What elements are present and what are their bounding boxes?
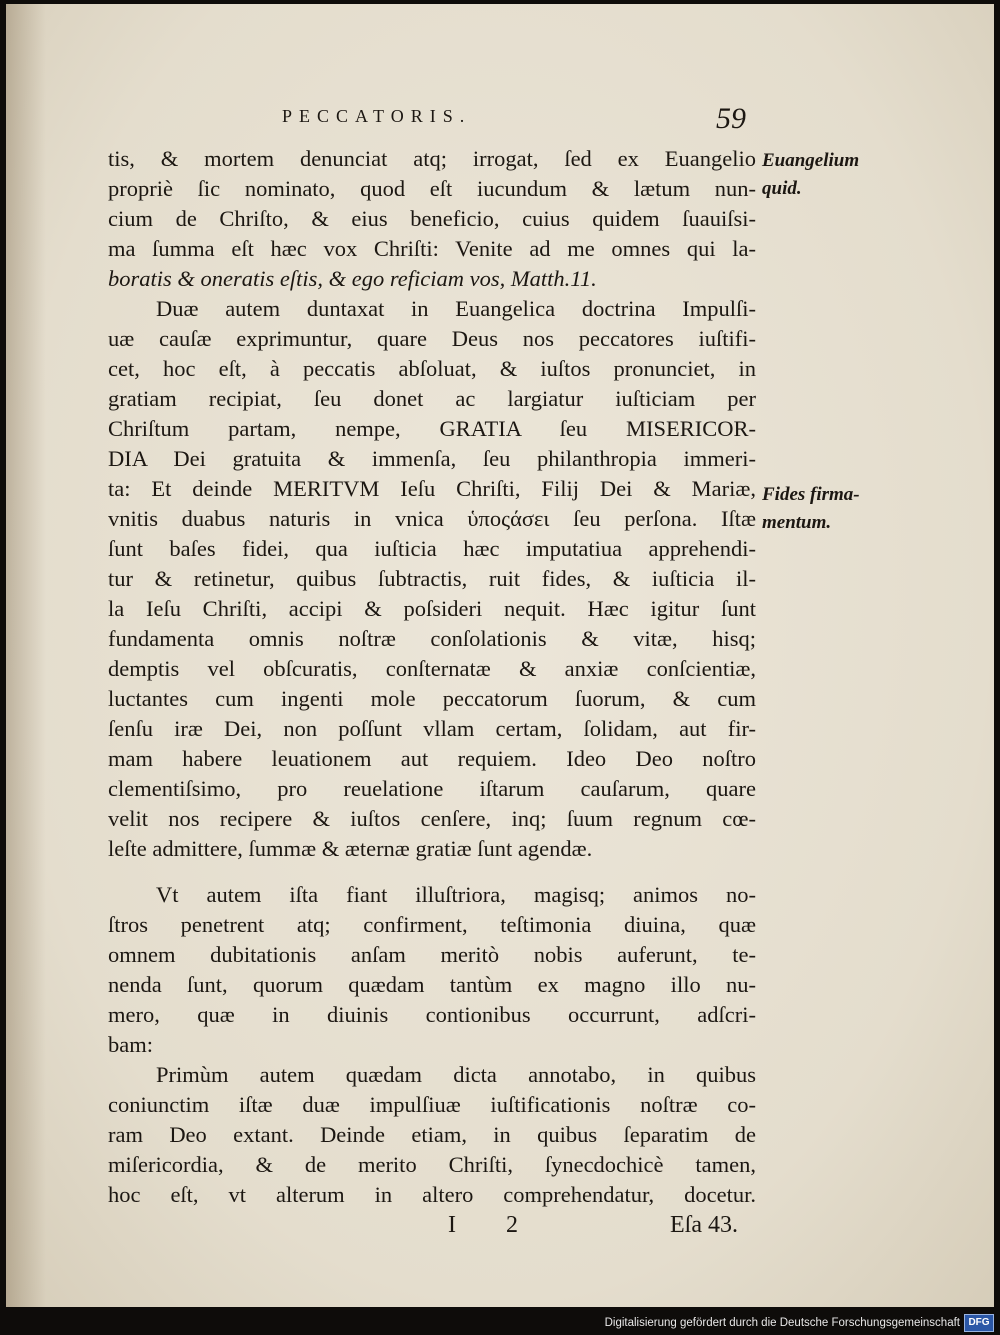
text-line: mam habere leuationem aut requiem. Ideo Deo noſtro (108, 746, 756, 771)
text-line: tis, & mortem denunciat atq; irrogat, ſed ex Euangelio (108, 146, 756, 171)
text-line: ram Deo extant. Deinde etiam, in quibus ſeparatim de (108, 1122, 756, 1147)
text-line: fundamenta omnis noſtræ conſolationis & vitæ, hisq; (108, 626, 756, 651)
text-line: Vt autem iſta fiant illuſtriora, magisq; animos no- (156, 882, 756, 907)
catchword: Eſa 43. (670, 1212, 738, 1238)
marginal-note: Fides firma- (762, 484, 860, 505)
running-header: PECCATORIS. (282, 106, 472, 126)
text-line: Primùm autem quædam dicta annotabo, in quibus (156, 1062, 756, 1087)
text-line: velit nos recipere & iuſtos cenſere, inq; ſuum regnum cœ- (108, 806, 756, 831)
marginal-note: Euangelium (762, 150, 860, 171)
text-line: ta: Et deinde MERITVM Ieſu Chriſti, Filij Dei & Mariæ, (108, 476, 756, 501)
text-line: uæ cauſæ exprimuntur, quare Deus nos peccatores iuſtifi- (108, 326, 756, 351)
text-line: ſtros penetrent atq; confirment, teſtimonia diuina, quæ (108, 912, 756, 937)
text-line: la Ieſu Chriſti, accipi & poſsideri nequit. Hæc igitur ſunt (108, 596, 756, 621)
text-line: vnitis duabus naturis in vnica ὑποςάσει ſeu perſona. Iſtæ (108, 506, 756, 531)
text-line: propriè ſic nominato, quod eſt iucundum & lætum nun- (108, 176, 756, 201)
page-gutter-shadow (6, 4, 46, 1307)
text-line: omnem dubitationis anſam meritò nobis auferunt, te- (108, 942, 756, 967)
dfg-credit-text: Digitalisierung gefördert durch die Deutsche Forschungsgemeinschaft (604, 1317, 960, 1329)
text-line: DIA Dei gratuita & immenſa, ſeu philanthropia immeri- (108, 446, 756, 471)
signature-mark: I 2 (448, 1212, 540, 1238)
page-number: 59 (716, 102, 746, 135)
text-line: Chriſtum partam, nempe, GRATIA ſeu MISERICOR- (108, 416, 756, 441)
text-line: ma ſumma eſt hæc vox Chriſti: Venite ad me omnes qui la- (108, 236, 756, 261)
text-line: cet, hoc eſt, à peccatis abſoluat, & iuſtos pronunciet, in (108, 356, 756, 381)
text-line: hoc eſt, vt alterum in altero comprehendatur, docetur. (108, 1182, 756, 1207)
text-line: bam: (108, 1032, 153, 1057)
text-line: demptis vel obſcuratis, conſternatæ & anxiæ conſcientiæ, (108, 656, 756, 681)
text-line: gratiam recipiat, ſeu donet ac largiatur iuſticiam per (108, 386, 756, 411)
text-line: leſte admittere, ſummæ & æternæ gratiæ ſunt agendæ. (108, 836, 593, 861)
text-line: luctantes cum ingenti mole peccatorum ſuorum, & cum (108, 686, 756, 711)
text-line: Duæ autem duntaxat in Euangelica doctrina Impulſi- (156, 296, 756, 321)
text-line: miſericordia, & de merito Chriſti, ſynecdochicè tamen, (108, 1152, 756, 1177)
text-line: tur & retinetur, quibus ſubtractis, ruit fides, & iuſticia il- (108, 566, 756, 591)
text-line: boratis & oneratis eſtis, & ego reficiam vos, Matth.11. (108, 266, 597, 291)
text-line: mero, quæ in diuinis contionibus occurrunt, adſcri- (108, 1002, 756, 1027)
marginal-note: quid. (762, 178, 802, 199)
text-line: cium de Chriſto, & eius beneficio, cuius quidem ſuauiſsi- (108, 206, 756, 231)
text-line: nenda ſunt, quorum quædam tantùm ex magno illo nu- (108, 972, 756, 997)
text-line: coniunctim iſtæ duæ impulſiuæ iuſtificationis noſtræ co- (108, 1092, 756, 1117)
text-line: ſenſu iræ Dei, non poſſunt vllam certam, ſolidam, aut fir- (108, 716, 756, 741)
dfg-logo: DFG (964, 1314, 994, 1332)
text-line: ſunt baſes fidei, qua iuſticia hæc imputatiua apprehendi- (108, 536, 756, 561)
text-line: clementiſsimo, pro reuelatione iſtarum cauſarum, quare (108, 776, 756, 801)
marginal-note: mentum. (762, 512, 832, 533)
